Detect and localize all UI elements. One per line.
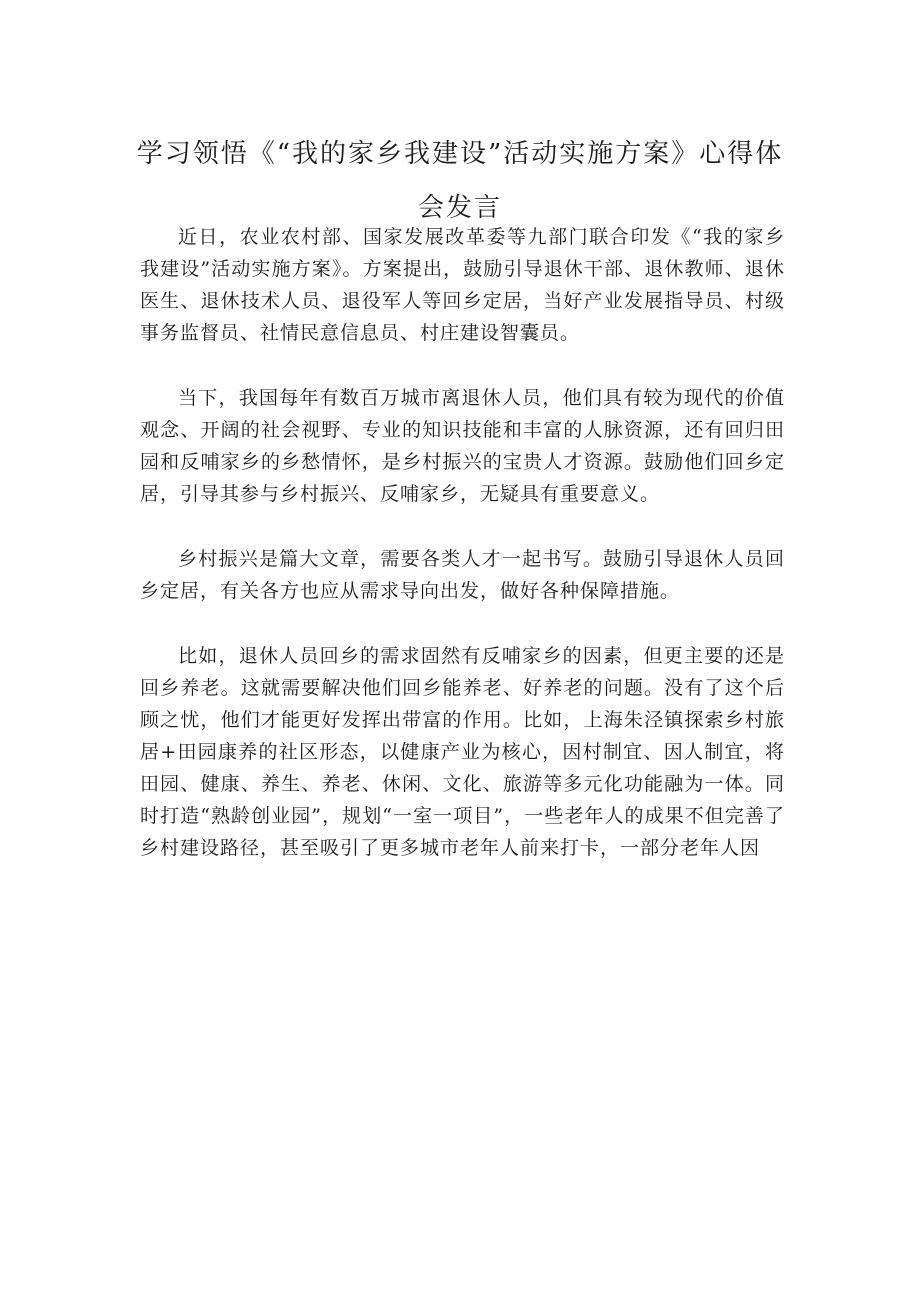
paragraph: 当下，我国每年有数百万城市离退休人员，他们具有较为现代的价值观念、开阔的社会视野、专业的知识技能和丰富的人脉资源，还有回归田园和反哺家乡的乡愁情怀，是乡村振兴的宝贵人才资源。鼓励他们回乡定居，引导其参与乡村振兴、反哺家乡，无疑具有重要意义。	[140, 387, 785, 505]
paragraph: 比如，退休人员回乡的需求固然有反哺家乡的因素，但更主要的还是回乡养老。这就需要解决他们回乡能养老、好养老的问题。没有了这个后顾之忧，他们才能更好发挥出带富的作用。比如，上海朱泾镇探索乡村旅居+田园康养的社区形态，以健康产业为核心，因村制宜、因人制宜，将田园、健康、养生、养老、休闲、文化、旅游等多元化功能融为一体。同时打造“熟龄创业园”，规划“一室一项目”，一些老年人的成果不但完善了乡村建设路径，甚至吸引了更多城市老年人前来打卡，一部分老年人因	[140, 645, 785, 859]
document-title: 学习领悟《“我的家乡我建设”活动实施方案》心得体会发言	[136, 139, 784, 223]
paragraph: 乡村振兴是篇大文章，需要各类人才一起书写。鼓励引导退休人员回乡定居，有关各方也应从需求导向出发，做好各种保障措施。	[140, 548, 785, 602]
document-body	[140, 221, 785, 897]
paragraph: 近日，农业农村部、国家发展改革委等九部门联合印发《“我的家乡我建设”活动实施方案》。方案提出，鼓励引导退休干部、退休教师、退休医生、退休技术人员、退役军人等回乡定居，当好产业发展指导员、村级事务监督员、社情民意信息员、村庄建设智囊员。	[140, 226, 785, 344]
